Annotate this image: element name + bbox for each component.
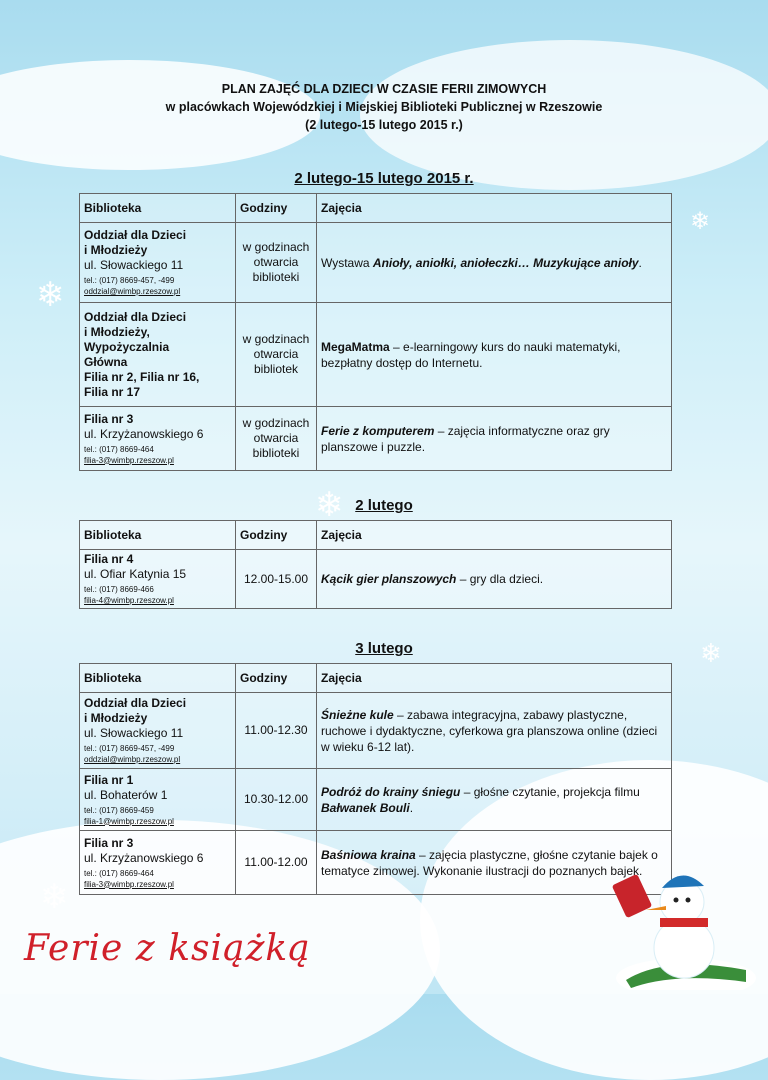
table-row xyxy=(80,550,672,609)
hours-cell: 12.00-15.00 xyxy=(236,550,317,609)
hours-cell: 10.30-12.00 xyxy=(236,769,317,831)
hours-cell: w godzinach otwarcia bibliotek xyxy=(236,303,317,407)
activity-title: Anioły, aniołki, aniołeczki… Muzykujące anioły xyxy=(372,255,639,270)
library-address: ul. Słowackiego 11 xyxy=(84,726,184,740)
activity-cell xyxy=(317,693,672,769)
snowflake-icon: ❄ xyxy=(315,486,344,524)
table-row xyxy=(80,693,672,769)
activity-text: – głośne czytanie, projekcja filmu xyxy=(460,784,640,799)
header-hours: Godziny xyxy=(236,664,317,693)
library-address: ul. Krzyżanowskiego 6 xyxy=(84,426,204,441)
activity-text: Wystawa xyxy=(321,255,373,270)
library-name: Oddział dla Dzieci xyxy=(84,696,187,710)
brand-logo-text: Ferie z książką xyxy=(24,928,311,969)
activity-film-title: Bałwanek Bouli xyxy=(321,800,410,815)
activity-cell xyxy=(317,303,672,407)
library-name: i Młodzieży xyxy=(84,243,148,257)
library-address: ul. Bohaterów 1 xyxy=(84,787,168,802)
activity-cell xyxy=(317,550,672,609)
library-cell xyxy=(80,303,236,407)
section-title: 3 lutego xyxy=(355,640,413,657)
activity-suffix: . xyxy=(638,255,642,270)
header-library: Biblioteka xyxy=(80,521,236,550)
activity-title: Baśniowa kraina xyxy=(321,847,416,862)
schedule-table xyxy=(79,193,672,471)
snowflake-icon: ❄ xyxy=(700,638,722,668)
table-row xyxy=(80,223,672,303)
library-phone: tel.: (017) 8669-464 xyxy=(84,868,154,878)
library-name: Filia nr 17 xyxy=(84,384,141,399)
library-name: Filia nr 4 xyxy=(84,552,134,566)
library-name: Oddział dla Dzieci xyxy=(84,309,187,324)
snowflake-icon: ❄ xyxy=(40,878,69,916)
activity-text: – zajęcia plastyczne, głośne czytanie bajek o tematyce zimowej. Wykonanie ilustracji do poznanych bajek. xyxy=(321,847,658,878)
hours-cell: w godzinach otwarcia biblioteki xyxy=(236,407,317,471)
schedule-table xyxy=(79,663,672,895)
header-hours: Godziny xyxy=(236,521,317,550)
library-name: Filia nr 3 xyxy=(84,835,134,850)
library-cell xyxy=(80,223,236,303)
library-name: i Młodzieży xyxy=(84,711,148,725)
table-header-row xyxy=(80,194,672,223)
library-email-link[interactable]: filia-1@wimbp.rzeszow.pl xyxy=(84,816,174,826)
table-header-row xyxy=(80,664,672,693)
library-address: ul. Słowackiego 11 xyxy=(84,258,184,272)
library-phone: tel.: (017) 8669-464 xyxy=(84,444,154,454)
library-cell xyxy=(80,693,236,769)
library-email-link[interactable]: oddzial@wimbp.rzeszow.pl xyxy=(84,287,181,296)
snowflake-icon: ❄ xyxy=(690,208,711,235)
activity-title: Podróż do krainy śniegu xyxy=(321,784,461,799)
activity-title: MegaMatma xyxy=(321,339,390,354)
header-line-2: w placówkach Wojewódzkiej i Miejskiej Biblioteki Publicznej w Rzeszowie xyxy=(165,100,603,114)
activity-title: Kącik gier planszowych xyxy=(321,572,457,586)
table-row xyxy=(80,769,672,831)
library-address: ul. Ofiar Katynia 15 xyxy=(84,567,187,581)
document-header xyxy=(0,80,768,134)
activity-text: – gry dla dzieci. xyxy=(456,572,544,586)
table-row xyxy=(80,303,672,407)
library-name: Główna xyxy=(84,354,128,369)
header-line-1: PLAN ZAJĘĆ DLA DZIECI W CZASIE FERII ZIMOWYCH xyxy=(221,82,547,96)
hours-cell: 11.00-12.00 xyxy=(236,831,317,895)
activity-cell xyxy=(317,407,672,471)
library-name: i Młodzieży, xyxy=(84,324,150,339)
library-phone: tel.: (017) 8669-457, -499 xyxy=(84,744,175,753)
activity-text: – zabawa integracyjna, zabawy plastyczne, ruchowe i dydaktyczne, cyferkowa gra planszowa online (dzieci w wieku 6-12 lat). xyxy=(321,707,658,754)
book-icon xyxy=(612,874,653,918)
library-name: Filia nr 2, Filia nr 16, xyxy=(84,369,200,384)
activity-cell xyxy=(317,223,672,303)
activity-title: Ferie z komputerem xyxy=(321,423,435,438)
scarf-icon xyxy=(660,918,708,927)
header-library: Biblioteka xyxy=(80,664,236,693)
header-activities: Zajęcia xyxy=(317,194,672,223)
library-name: Filia nr 1 xyxy=(84,772,134,787)
library-phone: tel.: (017) 8669-459 xyxy=(84,805,154,815)
snowman-illustration xyxy=(606,860,756,990)
hat-icon xyxy=(662,875,704,888)
library-name: Wypożyczalnia xyxy=(84,339,170,354)
header-line-3: (2 lutego-15 lutego 2015 r.) xyxy=(305,118,463,132)
activity-suffix: . xyxy=(409,800,414,815)
section-title: 2 lutego-15 lutego 2015 r. xyxy=(294,170,474,187)
library-email-link[interactable]: filia-3@wimbp.rzeszow.pl xyxy=(84,455,174,465)
activity-text: – zajęcia informatyczne oraz gry planszowe i puzzle. xyxy=(321,423,610,454)
library-email-link[interactable]: oddzial@wimbp.rzeszow.pl xyxy=(84,755,181,764)
library-cell xyxy=(80,550,236,609)
table-row xyxy=(80,407,672,471)
activity-text: – e-learningowy kurs do nauki matematyki, bezpłatny dostęp do Internetu. xyxy=(321,339,621,370)
section-title: 2 lutego xyxy=(355,497,413,514)
snowflake-icon: ❄ xyxy=(36,276,65,314)
table-row xyxy=(80,831,672,895)
library-phone: tel.: (017) 8669-466 xyxy=(84,585,154,594)
library-address: ul. Krzyżanowskiego 6 xyxy=(84,850,204,865)
schedule-table xyxy=(79,520,672,609)
hours-cell: w godzinach otwarcia biblioteki xyxy=(236,223,317,303)
library-cell xyxy=(80,831,236,895)
table-header-row xyxy=(80,521,672,550)
header-hours: Godziny xyxy=(236,194,317,223)
library-cell xyxy=(80,769,236,831)
library-name: Oddział dla Dzieci xyxy=(84,228,187,242)
library-phone: tel.: (017) 8669-457, -499 xyxy=(84,276,175,285)
header-activities: Zajęcia xyxy=(317,521,672,550)
library-cell xyxy=(80,407,236,471)
activity-cell xyxy=(317,769,672,831)
activity-title: Śnieżne kule xyxy=(321,707,394,722)
header-library: Biblioteka xyxy=(80,194,236,223)
hours-cell: 11.00-12.30 xyxy=(236,693,317,769)
library-email-link[interactable]: filia-4@wimbp.rzeszow.pl xyxy=(84,596,174,605)
header-activities: Zajęcia xyxy=(317,664,672,693)
library-name: Filia nr 3 xyxy=(84,411,134,426)
library-email-link[interactable]: filia-3@wimbp.rzeszow.pl xyxy=(84,879,174,889)
